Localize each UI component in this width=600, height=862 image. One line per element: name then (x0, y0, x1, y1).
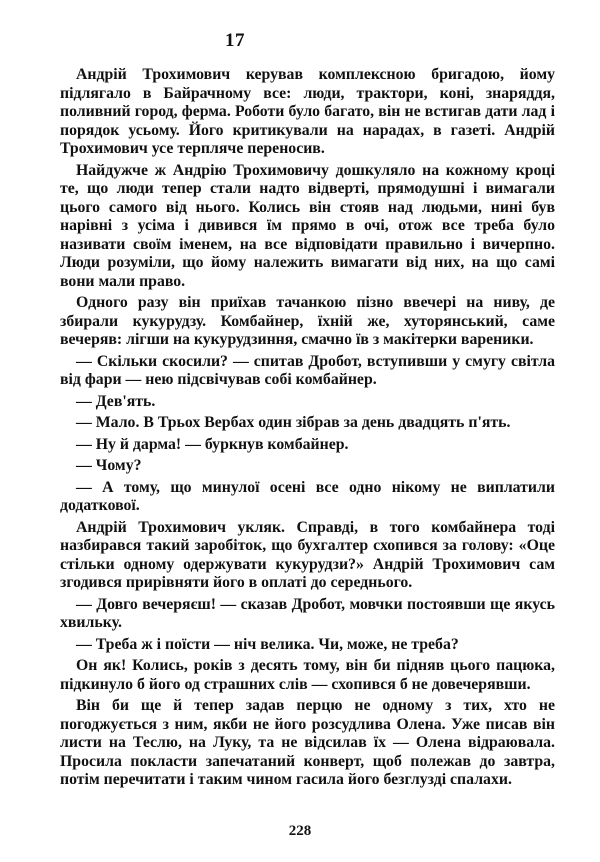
dialogue-line: — Треба ж і поїсти — ніч велика. Чи, може, не треба? (76, 635, 459, 653)
dialogue-line: — А тому, що минулої осені все одно нікому не виплатили додаткової. (60, 478, 555, 514)
chapter-number: 17 (225, 30, 245, 51)
dialogue-line: — Ну й дарма! — буркнув комбайнер. (76, 435, 349, 453)
paragraph: Андрій Трохимович керував комплексною бригадою, йому підлягало в Байрачному все: люди, трактори, коні, знаряддя, поливний город, ферма. Роботи було багато, він не встигав дати лад і порядок усьому. Його критикували на нарадах, в газеті. Андрій Трохимович усе терпляче переносив. (60, 66, 555, 157)
paragraph: Одного разу він приїхав тачанкою пізно ввечері на ниву, де збирали кукурудзу. Комбайнер, їхній же, хуторянський, саме вечеряв: лігши на кукурудзиння, смачно їв з макітерки вареники. (60, 294, 555, 348)
dialogue-line: — Довго вечеряєш! — сказав Дробот, мовчки постоявши ще якусь хвильку. (60, 595, 555, 631)
dialogue-line: — Чому? (76, 457, 142, 474)
paragraph: Андрій Трохимович укляк. Справді, в того комбайнера тоді назбирався такий заробіток, що бухгалтер схопився за голову: «Оце стільки одному одержувати кукурудзи?» Андрій Трохимович сам згодився прирівняти його в оплаті до середнього. (60, 518, 555, 591)
dialogue-line: — Скільки скосили? — спитав Дробот, вступивши у смугу світла від фари — нею підсвічував собі комбайнер. (60, 352, 555, 388)
dialogue-line: — Дев'ять. (76, 392, 156, 410)
paragraph: Він би ще й тепер задав перцю не одному з тих, хто не погоджується з ним, якби не його розсудлива Олена. Уже писав він листи на Теслю, на Луку, та не відсилав їх — Олена відраювала. Просила покласти запечатаний конверт, щоб полежав до завтра, потім перечитати і таким чином гасила його безглузді спалахи. (60, 697, 555, 788)
paragraph: Найдужче ж Андрію Трохимовичу дошкуляло на кожному кроці те, що люди тепер стали надто відверті, прямодушні і вимагали цього самого від нього. Колись він стояв над людьми, нині був нарівні з усіма і дивився їм прямо в очі, отож все треба було називати своїм іменем, на все відповідати правильно і вичерпно. Люди розуміли, що йому належить вимагати від них, на що самі вони мали право. (60, 161, 555, 290)
dialogue-line: — Мало. В Трьох Вербах один зібрав за день двадцять п'ять. (76, 414, 511, 431)
page-number: 228 (288, 823, 312, 839)
paragraph: Он як! Колись, років з десять тому, він би підняв цього пацюка, підкинуло б його од страшних слів — схопився б не довечерявши. (60, 657, 555, 693)
body-text (60, 66, 555, 793)
